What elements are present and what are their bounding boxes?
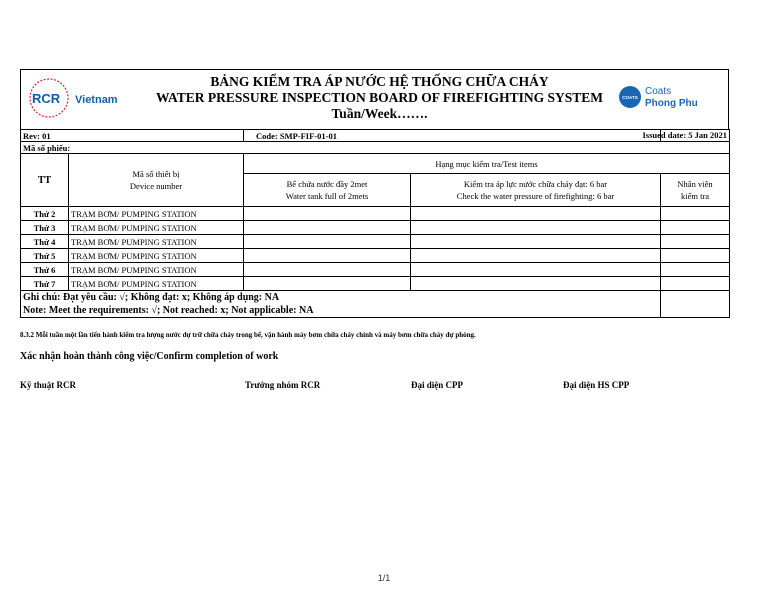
title-vietnamese: BẢNG KIỂM TRA ÁP NƯỚC HỆ THỐNG CHỮA CHÁY	[210, 74, 549, 89]
inspector-cell[interactable]	[661, 207, 730, 221]
inspector-cell[interactable]	[661, 277, 730, 291]
code-cell: Code: SMP-FIF-01-01	[244, 130, 661, 142]
device-cell: TRẠM BƠM/ PUMPING STATION	[69, 249, 244, 263]
form-number: Mã số phiếu:	[21, 142, 730, 154]
table-row	[21, 263, 730, 277]
device-cell: TRẠM BƠM/ PUMPING STATION	[69, 235, 244, 249]
table-row	[21, 249, 730, 263]
item2-cell[interactable]	[411, 249, 661, 263]
item2-cell[interactable]	[411, 277, 661, 291]
rcr-vietnam-logo	[27, 76, 147, 122]
confirm-heading: Xác nhận hoàn thành công việc/Confirm completion of work	[20, 351, 279, 362]
note-english: Note: Meet the requirements: √; Not reached: x; Not applicable: NA	[23, 305, 314, 316]
item1-cell[interactable]	[244, 221, 411, 235]
day-cell: Thứ 4	[21, 235, 69, 249]
note-row	[21, 291, 730, 318]
issued-cell	[642, 130, 730, 142]
item1-cell[interactable]	[244, 207, 411, 221]
device-cell: TRẠM BƠM/ PUMPING STATION	[69, 221, 244, 235]
day-cell: Thứ 7	[21, 277, 69, 291]
item1-cell[interactable]	[244, 263, 411, 277]
svg-text:COATS: COATS	[622, 95, 638, 100]
device-cell: TRẠM BƠM/ PUMPING STATION	[69, 277, 244, 291]
inspector-cell[interactable]	[661, 249, 730, 263]
meta-row	[21, 130, 730, 142]
form-number-row	[21, 142, 730, 154]
day-cell: Thứ 5	[21, 249, 69, 263]
item1-header: Bể chứa nước đầy 2met Water tank full of 2mets	[244, 174, 411, 207]
signature-cpp-representative: Đại diện CPP	[411, 380, 464, 390]
issued-date: Issued date: 5 Jan 2021	[642, 130, 728, 140]
tt-header: TT	[21, 154, 69, 207]
item2-cell[interactable]	[411, 207, 661, 221]
page-number: 1/1	[377, 573, 391, 583]
note-blank-cell	[661, 291, 730, 318]
rcr-text: RCR	[32, 91, 61, 106]
device-cell: TRẠM BƠM/ PUMPING STATION	[69, 207, 244, 221]
coats-phong-phu-logo	[618, 82, 708, 112]
device-header: Mã số thiết bị Device number	[69, 154, 244, 207]
inspection-form	[20, 69, 729, 318]
signature-rcr-team-leader: Trưởng nhóm RCR	[245, 380, 321, 390]
note-vietnamese: Ghi chú: Đạt yêu cầu: √; Không đạt: x; Không áp dụng: NA	[23, 292, 280, 303]
svg-text:Coats: Coats	[645, 86, 672, 97]
item2-header: Kiểm tra áp lực nước chữa cháy đạt: 6 bar Check the water pressure of firefighting: 6 bar	[411, 174, 661, 207]
svg-text:Phong Phu: Phong Phu	[645, 98, 698, 109]
item1-cell[interactable]	[244, 235, 411, 249]
note-cell	[21, 291, 661, 318]
inspector-cell[interactable]	[661, 263, 730, 277]
form-title	[151, 74, 608, 122]
device-cell: TRẠM BƠM/ PUMPING STATION	[69, 263, 244, 277]
day-cell: Thứ 2	[21, 207, 69, 221]
inspector-cell[interactable]	[661, 221, 730, 235]
rev-cell: Rev: 01	[21, 130, 244, 142]
inspection-table	[20, 129, 730, 318]
table-row	[21, 207, 730, 221]
item1-cell[interactable]	[244, 249, 411, 263]
day-cell: Thứ 6	[21, 263, 69, 277]
table-row	[21, 235, 730, 249]
inspector-header: Nhân viên kiểm tra	[661, 174, 730, 207]
item2-cell[interactable]	[411, 263, 661, 277]
day-cell: Thứ 3	[21, 221, 69, 235]
test-items-row	[21, 154, 730, 174]
signature-rcr-technician: Kỹ thuật RCR	[20, 380, 77, 390]
title-week: Tuần/Week…….	[331, 106, 428, 121]
item2-cell[interactable]	[411, 235, 661, 249]
inspector-cell[interactable]	[661, 235, 730, 249]
footnote: 8.3.2 Mỗi tuần một lần tiến hành kiểm tra lượng nước dự trữ chữa cháy trong bể, vận hành máy bơm chữa cháy chính và máy bơm chữa cháy dự phòng.	[20, 331, 476, 339]
rcr-country: Vietnam	[75, 94, 118, 106]
table-row	[21, 221, 730, 235]
test-items-header: Hạng mục kiểm tra/Test items	[244, 154, 730, 174]
item2-cell[interactable]	[411, 221, 661, 235]
title-english: WATER PRESSURE INSPECTION BOARD OF FIREFIGHTING SYSTEM	[155, 90, 604, 105]
signature-hs-cpp-representative: Đại diện HS CPP	[563, 380, 630, 390]
table-row	[21, 277, 730, 291]
form-header	[20, 69, 729, 129]
item1-cell[interactable]	[244, 277, 411, 291]
